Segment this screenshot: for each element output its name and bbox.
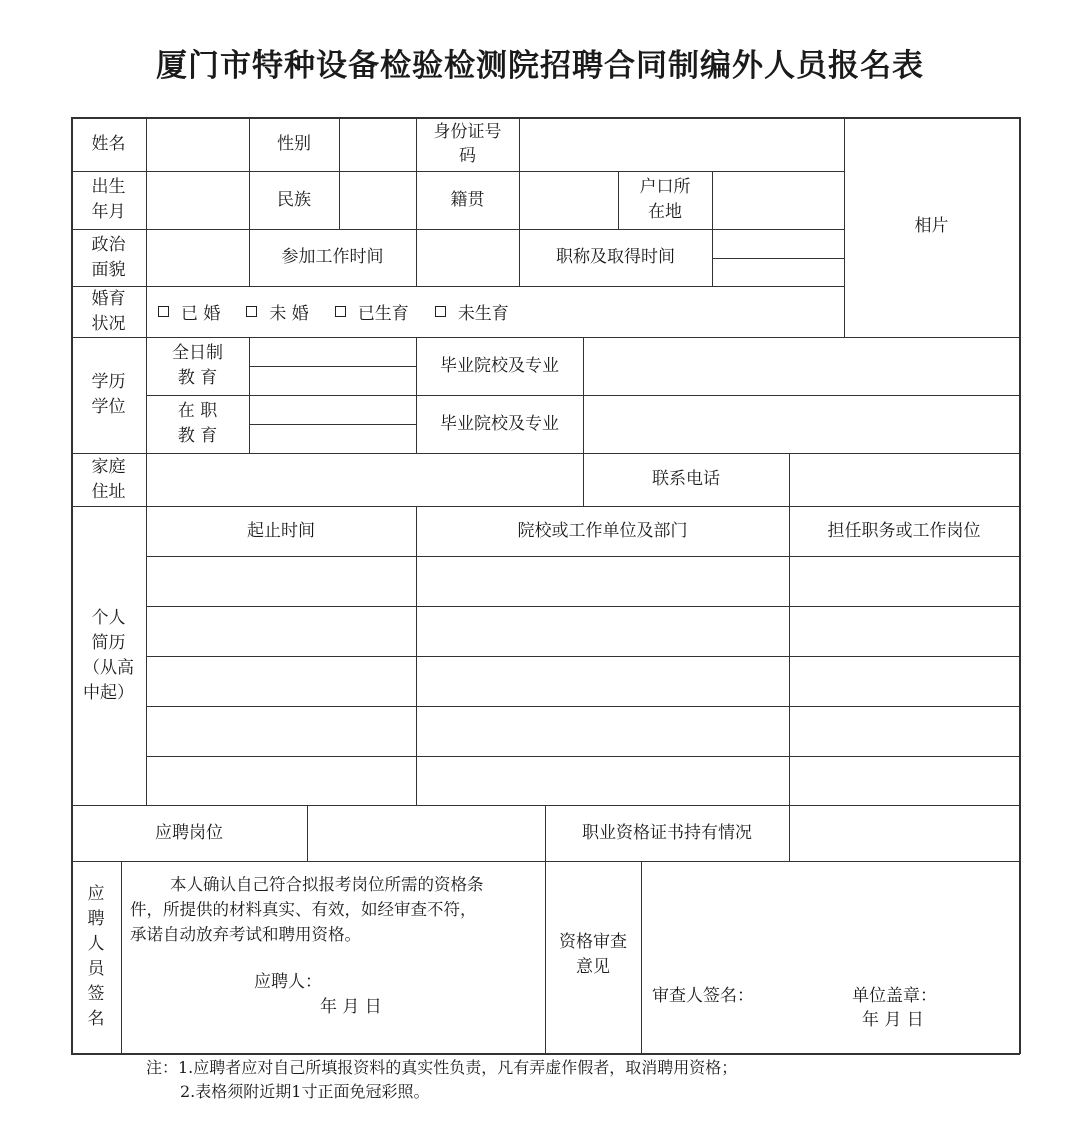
birth-label-line1: 出生 (91, 177, 126, 197)
note-line2: 2.表格须附近期1寸正面免冠彩照。 (180, 1082, 430, 1101)
review-opinion-field[interactable] (641, 861, 1019, 971)
parttime-edu-line1: 在 职 (177, 401, 218, 421)
gender-label: 性别 (277, 133, 311, 154)
resume-label-line3: （从高 (83, 657, 134, 678)
birth-field[interactable] (146, 171, 249, 229)
household-label (618, 171, 712, 229)
resume-label-line1: 个人 (91, 607, 126, 628)
applicant-sign-char: 名 (87, 1009, 105, 1029)
declaration-line1: 本人确认自己符合拟报考岗位所需的资格条 (170, 875, 484, 894)
resume-period-field[interactable] (146, 556, 416, 606)
review-opinion-line1: 资格审查 (559, 932, 627, 952)
applicant-sign-label (71, 861, 121, 1053)
resume-header-period: 起止时间 (247, 520, 315, 541)
applicant-sign-char: 员 (87, 959, 105, 979)
id-number-label-line2: 码 (459, 146, 476, 166)
address-field[interactable] (146, 453, 583, 506)
marital-option-label: 未生育 (457, 303, 509, 324)
political-label-line1: 政治 (91, 234, 126, 255)
fulltime-diploma-field[interactable] (249, 366, 416, 395)
resume-label-line2: 简历 (91, 632, 126, 653)
resume-position-field[interactable] (789, 706, 1019, 756)
address-label (71, 453, 146, 506)
resume-unit-field[interactable] (416, 606, 789, 656)
fulltime-degree-field[interactable] (249, 337, 416, 366)
resume-header-unit: 院校或工作单位及部门 (517, 520, 688, 541)
address-label-line1: 家庭 (91, 456, 126, 477)
ethnicity-field[interactable] (339, 171, 416, 229)
fulltime-school-field[interactable] (583, 337, 1019, 395)
political-field[interactable] (146, 229, 249, 286)
marital-label (71, 286, 146, 337)
resume-header-position: 担任职务或工作岗位 (827, 520, 981, 541)
native-place-field[interactable] (519, 171, 618, 229)
name-field[interactable] (146, 117, 249, 171)
title-time-field[interactable] (712, 258, 844, 286)
checkbox-icon[interactable] (158, 306, 169, 317)
education-label (71, 337, 146, 453)
marital-option-label: 已生育 (357, 303, 409, 324)
political-label-line2: 面貌 (91, 259, 126, 280)
fulltime-edu-label (146, 337, 249, 395)
applicant-signature-label[interactable]: 应聘人： (254, 972, 322, 992)
marital-option-label: 未 婚 (269, 303, 309, 324)
marital-options (158, 298, 535, 324)
parttime-degree-field[interactable] (249, 395, 416, 424)
resume-label-line4: 中起） (83, 682, 134, 703)
resume-position-field[interactable] (789, 656, 1019, 706)
household-label-line2: 在地 (648, 202, 682, 222)
resume-period-field[interactable] (146, 606, 416, 656)
resume-label (71, 506, 146, 805)
id-number-field[interactable] (519, 117, 844, 171)
marital-option-unmarried[interactable] (246, 299, 308, 324)
fulltime-edu-line2: 教 育 (177, 368, 218, 388)
marital-label-line1: 婚育 (91, 288, 126, 309)
declaration-line3: 承诺自动放弃考试和聘用资格。 (130, 925, 361, 944)
applicant-sign-char: 聘 (87, 909, 105, 929)
parttime-edu-line2: 教 育 (177, 426, 218, 446)
declaration-text (130, 872, 540, 947)
declaration-line2: 件，所提供的材料真实、有效，如经审查不符， (130, 900, 477, 919)
unit-seal-label[interactable]: 单位盖章： (852, 986, 937, 1006)
political-label (71, 229, 146, 286)
form-title: 厦门市特种设备检验检测院招聘合同制编外人员报名表 (156, 48, 924, 84)
household-label-line1: 户口所 (639, 177, 691, 197)
household-field[interactable] (712, 171, 844, 229)
applicant-sign-char: 签 (87, 984, 105, 1004)
resume-unit-field[interactable] (416, 656, 789, 706)
birth-label-line2: 年月 (91, 202, 126, 222)
education-label-line2: 学位 (91, 397, 126, 417)
resume-position-field[interactable] (789, 556, 1019, 606)
certificate-field[interactable] (789, 805, 1019, 861)
resume-period-field[interactable] (146, 706, 416, 756)
gender-field[interactable] (339, 117, 416, 171)
resume-period-field[interactable] (146, 756, 416, 805)
resume-unit-field[interactable] (416, 706, 789, 756)
note-line1: 注：1.应聘者应对自己所填报资料的真实性负责，凡有弄虚作假者，取消聘用资格； (146, 1058, 738, 1077)
applicant-sign-char: 应 (87, 884, 105, 904)
phone-label: 联系电话 (652, 469, 720, 489)
parttime-edu-label (146, 395, 249, 453)
apply-post-field[interactable] (307, 805, 545, 861)
photo-box[interactable] (844, 117, 1019, 337)
applicant-date-label[interactable]: 年 月 日 (320, 997, 382, 1017)
resume-position-field[interactable] (789, 606, 1019, 656)
marital-label-line2: 状况 (91, 313, 126, 334)
fulltime-edu-line1: 全日制 (172, 343, 223, 363)
apply-post-label: 应聘岗位 (155, 822, 223, 843)
checkbox-icon[interactable] (435, 306, 446, 317)
work-start-field[interactable] (416, 229, 519, 286)
id-number-label (416, 117, 519, 171)
parttime-diploma-field[interactable] (249, 424, 416, 453)
native-place-label: 籍贯 (450, 189, 485, 210)
marital-option-married[interactable] (158, 299, 220, 324)
address-label-line2: 住址 (91, 481, 126, 502)
checkbox-icon[interactable] (335, 306, 346, 317)
fulltime-school-label: 毕业院校及专业 (440, 355, 559, 376)
resume-position-field[interactable] (789, 756, 1019, 805)
resume-period-field[interactable] (146, 656, 416, 706)
ethnicity-label: 民族 (277, 189, 311, 210)
checkbox-icon[interactable] (246, 306, 257, 317)
name-label: 姓名 (91, 133, 126, 154)
applicant-sign-char: 人 (87, 934, 105, 954)
resume-unit-field[interactable] (416, 556, 789, 606)
resume-unit-field[interactable] (416, 756, 789, 805)
review-date-label[interactable]: 年 月 日 (862, 1010, 924, 1030)
id-number-label-line1: 身份证号 (433, 122, 502, 142)
parttime-school-label: 毕业院校及专业 (440, 413, 559, 434)
review-opinion-line2: 意见 (576, 957, 610, 977)
marital-option-has-children[interactable] (335, 299, 409, 324)
marital-option-no-children[interactable] (435, 299, 509, 324)
review-opinion-label (545, 861, 641, 1053)
work-start-label: 参加工作时间 (281, 247, 384, 267)
marital-option-label: 已 婚 (181, 303, 221, 324)
certificate-label: 职业资格证书持有情况 (582, 822, 752, 843)
title-time-label: 职称及取得时间 (556, 247, 675, 267)
photo-label: 相片 (914, 216, 949, 236)
title-field[interactable] (712, 229, 844, 258)
birth-label (71, 171, 146, 229)
reviewer-signature-label[interactable]: 审查人签名： (652, 986, 754, 1006)
parttime-school-field[interactable] (583, 395, 1019, 453)
education-label-line1: 学历 (91, 372, 126, 392)
phone-field[interactable] (789, 453, 1019, 506)
